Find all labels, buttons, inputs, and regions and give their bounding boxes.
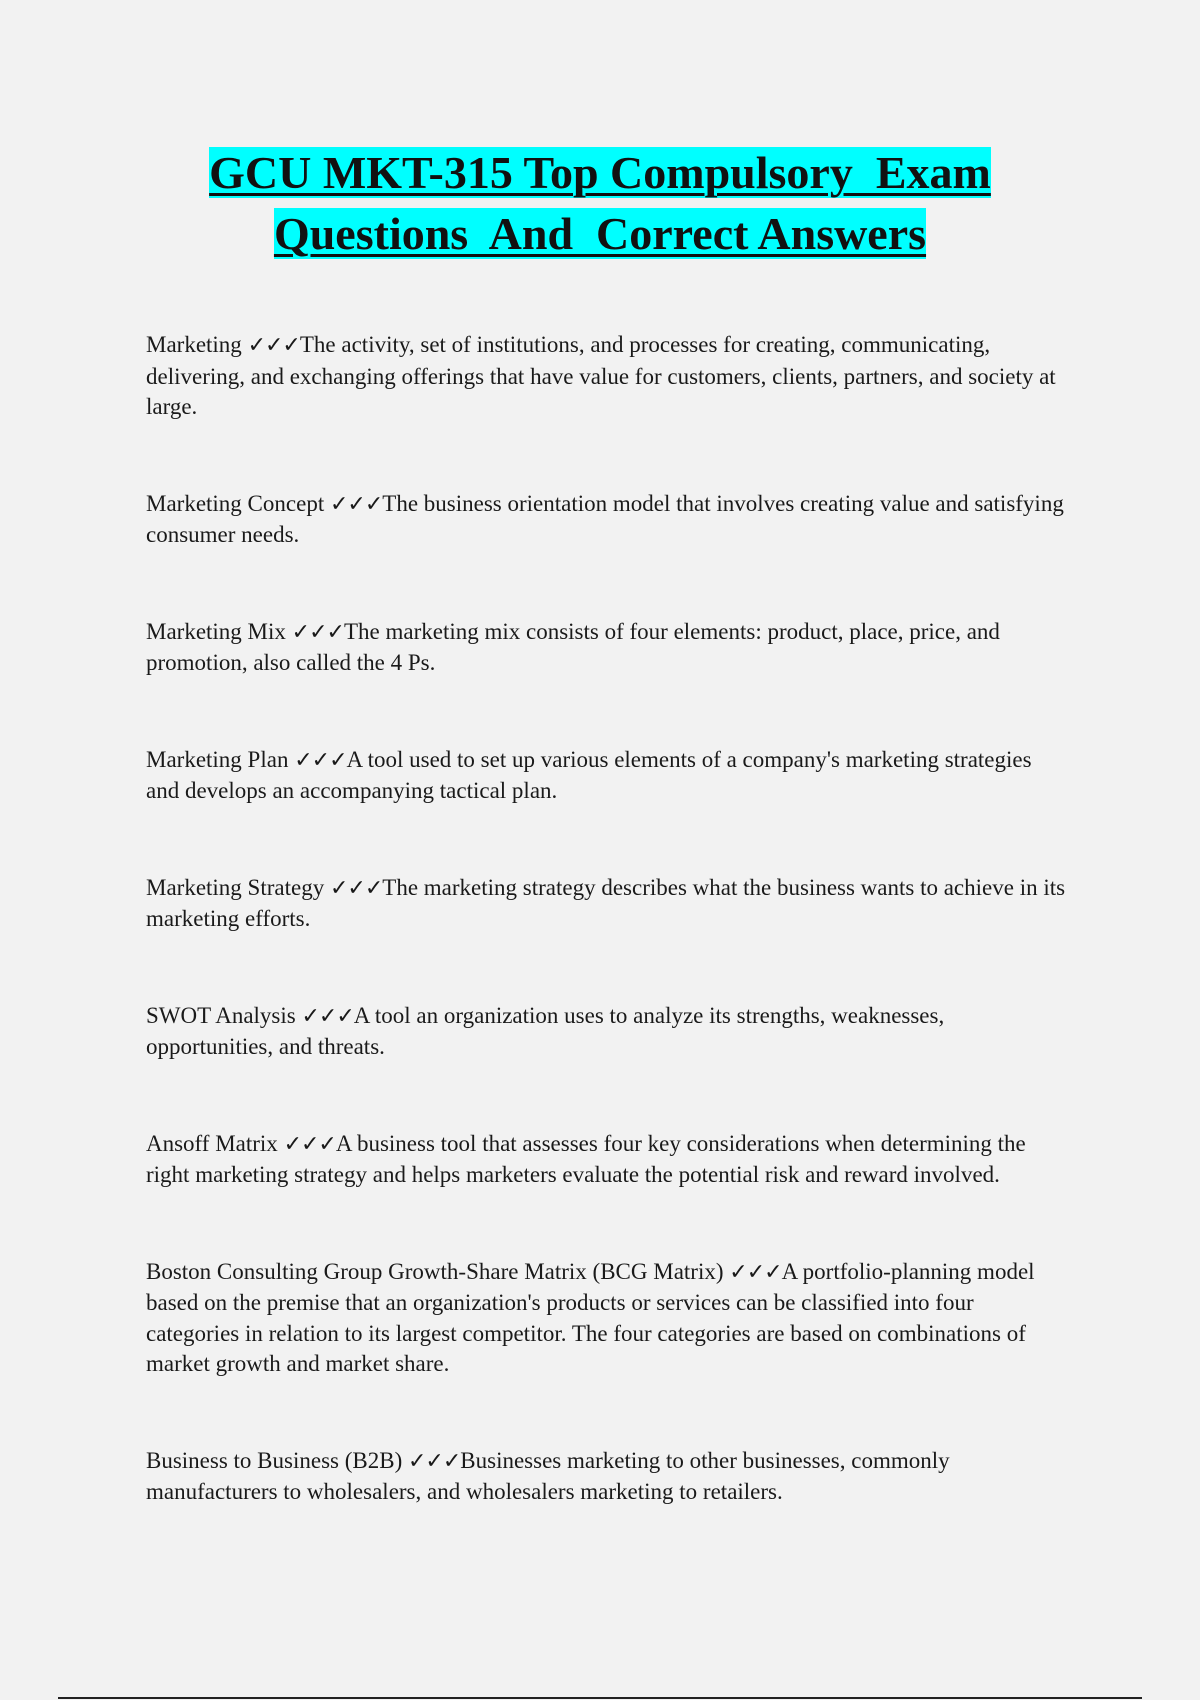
entry-term: Marketing Concept (146, 490, 325, 516)
qa-entry-marketing (146, 330, 1066, 423)
entry-term: Boston Consulting Group Growth-Share Matrix (BCG Matrix) (146, 1258, 724, 1284)
qa-list (146, 330, 1066, 1574)
qa-entry-ansoff-matrix (146, 1129, 1066, 1191)
check-mark-icon: ✓✓✓ (283, 1131, 336, 1157)
check-mark-icon: ✓✓✓ (329, 875, 383, 901)
entry-definition: A tool an organization uses to analyze its strengths, weaknesses, opportunities, and threats. (146, 1002, 945, 1059)
entry-definition: The activity, set of institutions, and processes for creating, communicating, delivering, and exchanging offerings that have value for customers, clients, partners, and society at large. (146, 332, 1056, 419)
qa-entry-swot-analysis (146, 1001, 1066, 1063)
qa-entry-marketing-mix (146, 617, 1066, 679)
entry-term: Marketing Plan (146, 746, 289, 772)
entry-definition: A business tool that assesses four key considerations when determining the right marketing strategy and helps marketers evaluate the potential risk and reward involved. (146, 1130, 1026, 1187)
entry-term: Ansoff Matrix (146, 1130, 278, 1156)
entry-definition: A portfolio-planning model based on the premise that an organization's products or services can be classified into four categories in relation to its largest competitor. The four categories are based on combinations of market growth and market share. (146, 1258, 1035, 1376)
entry-term: Business to Business (B2B) (146, 1447, 403, 1473)
entry-term: Marketing (146, 332, 242, 357)
entry-definition: The marketing strategy describes what the business wants to achieve in its marketing efforts. (146, 874, 1066, 931)
check-mark-icon: ✓✓✓ (729, 1259, 782, 1285)
entry-definition: A tool used to set up various elements of a company's marketing strategies and develops an accompanying tactical plan. (146, 746, 1032, 803)
entry-term: Marketing Strategy (146, 874, 325, 900)
entry-term: SWOT Analysis (146, 1002, 296, 1028)
entry-definition: Businesses marketing to other businesses, commonly manufacturers to wholesalers, and wholesalers marketing to retailers. (146, 1447, 950, 1504)
entry-definition: The business orientation model that involves creating value and satisfying consumer needs. (146, 490, 1064, 547)
check-mark-icon: ✓✓✓ (329, 491, 383, 517)
title-line-2: Questions And Correct Answers (273, 208, 927, 259)
entry-definition: The marketing mix consists of four elements: product, place, price, and promotion, also called the 4 Ps. (146, 618, 1000, 675)
qa-entry-marketing-plan (146, 745, 1066, 807)
qa-entry-marketing-concept (146, 489, 1066, 551)
check-mark-icon: ✓✓✓ (294, 747, 347, 773)
check-mark-icon: ✓✓✓ (301, 1003, 354, 1029)
check-mark-icon: ✓✓✓ (291, 619, 344, 645)
qa-entry-marketing-strategy (146, 873, 1066, 935)
page-bottom-rule (58, 1697, 1142, 1699)
document-title (100, 142, 1100, 264)
qa-entry-b2b (146, 1446, 1066, 1508)
check-mark-icon: ✓✓✓ (407, 1448, 461, 1474)
title-line-1: GCU MKT-315 Top Compulsory Exam (209, 147, 991, 198)
check-mark-icon: ✓✓✓ (247, 333, 300, 358)
entry-term: Marketing Mix (146, 618, 286, 644)
qa-entry-bcg-matrix (146, 1257, 1066, 1380)
